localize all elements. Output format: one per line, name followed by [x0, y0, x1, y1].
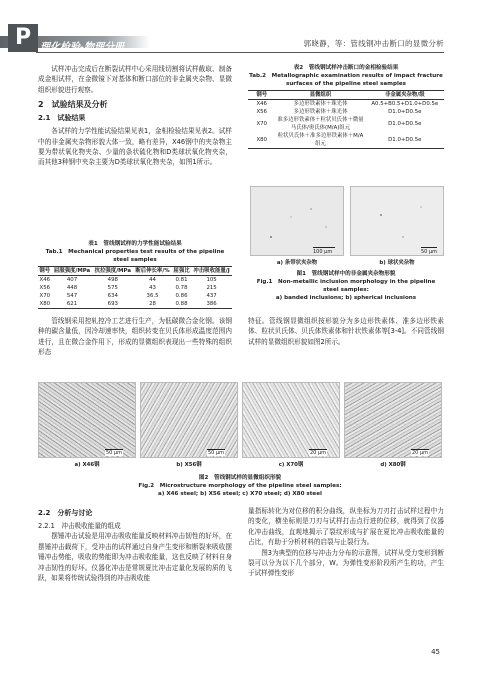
table-cell: X70 — [256, 121, 267, 127]
table-cell: X80 — [39, 301, 51, 307]
table-cell: 0.81 — [175, 277, 188, 283]
table-cell: 43 — [149, 285, 156, 291]
table-cell: 575 — [107, 285, 118, 291]
table-cell: 105 — [206, 277, 217, 283]
scale-label: 50 μm — [208, 450, 225, 456]
table-cell: 386 — [206, 301, 217, 307]
table-cell: 36.5 — [146, 293, 159, 299]
table-cell: 0.86 — [175, 293, 188, 299]
microstructure-intro-paragraph: 管线钢采用控轧控冷工艺进行生产，为低碳微合金化钢。该钢种的碳含量低，因冷却速率快，组织转变在贝氏体形成温度范围内进行，且在微合金作用下，形成的显微组织表现出一些特殊的组织形态 — [38, 317, 232, 357]
table-cell: X70 — [39, 293, 51, 299]
scale-bar — [421, 247, 437, 248]
fig1-caption-en-1: Fig.1 Non-metallic inclusion morphology in the pipeline steel samples: — [256, 279, 436, 293]
table-cell: 547 — [66, 293, 78, 299]
table-row — [38, 284, 232, 292]
fig2-caption-en-2: a) X46 steel; b) X56 steel; c) X70 steel; d) X80 steel — [158, 491, 322, 497]
section-2-2-1-title: 2.2.1 冲击吸收能量的组成 — [38, 522, 121, 530]
table-cell: 0.88 — [175, 301, 188, 307]
table-cell: 准多边形铁素体＋粒状贝氏体＋微量马氏体/奥氏体(M/A)组元 — [277, 117, 364, 131]
fig2-label-c: c) X70钢 — [278, 462, 304, 468]
table-header: 钢号 — [256, 92, 268, 98]
page-number: 45 — [431, 648, 440, 656]
intro-paragraph: 试样冲击完成后在断裂试样中心采用线切割将试样截取、制备成金相试样，在金微镜下对基体和断口部位的非金属夹杂物、显微组织形貌进行观察。 — [38, 65, 232, 94]
table-header: 屈强比 — [173, 268, 190, 274]
fig2-image-a — [38, 382, 136, 458]
table-cell: 693 — [107, 301, 118, 307]
table-cell: 448 — [66, 285, 78, 291]
table-row — [248, 108, 444, 116]
running-title: 郭晓静，等：管线钢冲击断口的显微分析 — [303, 39, 444, 48]
table-header: 断后伸长率/% — [135, 268, 170, 274]
table-cell: 多边形铁素体＋珠光体 — [293, 101, 348, 107]
table-cell: 634 — [107, 293, 118, 299]
table-row — [38, 300, 232, 309]
table-cell: 粒状贝氏体＋准多边形铁素体＋M/A组元 — [277, 133, 364, 147]
table-header: 非金属夹杂物/级 — [384, 92, 425, 98]
fig1-caption-en-2: a) banded inclusions; b) spherical inclusions — [275, 295, 417, 301]
table-2-caption-en-1: Tab.2 Metallographic examination results of impact fracture — [249, 73, 443, 79]
table-cell: D1.0+D0.5e — [388, 137, 422, 143]
table-row — [38, 292, 232, 300]
inclusion-micrograph-b — [351, 187, 444, 256]
table-row — [38, 276, 232, 285]
fig2-caption-cn: 图2 管线钢试样的显微组织形貌 — [198, 475, 282, 481]
section-2-title: 2 试验结果及分析 — [38, 100, 108, 110]
fig2-label-d: d) X80钢 — [380, 462, 406, 468]
table-cell: 621 — [66, 301, 78, 307]
table-header: 抗拉强度/MPa — [94, 268, 131, 274]
scale-label: 50 μm — [106, 450, 123, 456]
table-2-grid — [248, 90, 444, 149]
table-1-caption-en: Tab.1 Mechanical properties test results of the pipeline steel samples — [45, 249, 225, 263]
table-2-caption-en-2: surfaces of the pipeline steel samples — [286, 81, 406, 87]
table-cell: X56 — [256, 109, 267, 115]
table-header: 冲击吸收能量/J — [193, 268, 230, 274]
section-2-2-title: 2.2 分析与讨论 — [38, 509, 93, 517]
table-2 — [248, 64, 444, 149]
left-column-top — [38, 64, 232, 168]
table-cell: A0.5+B0.5+D1.0+D0.5e — [371, 101, 439, 107]
journal-name: 理化检验-物理分册 — [40, 42, 125, 53]
section-2-1-title: 2.1 试验结果 — [38, 114, 86, 123]
microstructure-types-paragraph: 特征。管线钢显微组织按形貌分为多边形铁素体、准多边形铁素体、粒状贝氏体、贝氏体铁素体和针状铁素体等[3-4]。不同管线钢试样的显微组织形貌如图2所示。 — [248, 317, 444, 346]
impact-energy-paragraph: 摆锤冲击试验是用冲击吸收能量反映材料冲击韧性的好坏，在摆锤冲击载荷下，受冲击的试样通过自身产生变形和断裂来吸收摆锤冲击势能，吸收的势能即为冲击吸收能量，这也反映了材料自身冲击韧性的好坏。仪器化冲击是常规夏比冲击定量化发展的质的飞跃，如果将传统试验得到的冲击吸收能 — [38, 532, 232, 583]
table-header: 屈服强度/MPa — [53, 268, 91, 274]
table-cell: 498 — [107, 277, 118, 283]
left-column-mid — [38, 316, 232, 358]
fig1-caption — [248, 270, 444, 302]
fig1-label-a: a) 条带状夹杂物 — [276, 260, 318, 266]
fig2-image-b — [140, 382, 238, 458]
right-column-mid — [248, 316, 444, 347]
scale-label: 100 μm — [313, 249, 333, 255]
table-cell: X56 — [39, 285, 51, 291]
table-2-caption-cn: 表2 管线钢试样冲击断口的金相检验结果 — [293, 65, 399, 71]
fig2-image-d — [344, 382, 442, 458]
table-cell: X46 — [39, 277, 51, 283]
table-1-grid — [38, 266, 232, 309]
table-row — [248, 100, 444, 109]
header-rule — [36, 52, 444, 53]
fig3-description-paragraph: 图3为典型的位移与冲击力分布的示意图，试样从受力变形到断裂可以分为以下几个部分，W。为弹性变形阶段所产生的功，产生于试样弹性变形 — [248, 548, 444, 578]
table-cell: D1.0+D0.5e — [388, 109, 422, 115]
table-header: 钢号 — [39, 268, 51, 274]
scale-label: 50 μm — [421, 249, 438, 255]
table-1 — [38, 240, 232, 309]
fig1-image-b — [350, 186, 444, 256]
inclusion-micrograph-a — [251, 187, 344, 256]
results-paragraph: 各试样的力学性能试验结果见表1，金相检验结果见表2。试样中的非金属夹杂物形貌大体一致，略有差异，X46钢中的夹杂物主要为带状氧化物夹杂、少量的条状硫化物和D类球状氧化物夹杂，而其他3种钢中夹杂主要为D类球状氧化物夹杂，如图1所示。 — [38, 127, 232, 167]
table-cell: D1.0+D0.5e — [388, 121, 422, 127]
table-cell: X46 — [256, 101, 267, 107]
fig1-image-a — [250, 186, 344, 256]
table-cell: 0.78 — [175, 285, 188, 291]
fig1-label-b: b) 球状夹杂物 — [379, 260, 415, 266]
fig2-label-b: b) X56钢 — [176, 462, 202, 468]
fig2-caption-en-1: Fig.2 Microstructure morphology of the pipeline steel samples: — [138, 483, 342, 489]
instrumented-impact-paragraph: 量指标转化为对位移的积分曲线，纵坐标为刀刃打击试样过程中力的变化，横坐标则是刀刃与试样打击点行进的位移，就得到了仪器化冲击曲线，直观地揭示了裂纹形成与扩展在夏比冲击吸收能量的占比，有助于分析材料的启裂与止裂行为。 — [248, 507, 444, 547]
left-column-bottom — [38, 506, 232, 583]
right-column-bottom — [248, 506, 444, 579]
table-cell: 407 — [66, 277, 78, 283]
table-cell: 215 — [206, 285, 217, 291]
table-cell: 44 — [149, 277, 156, 283]
table-cell: 28 — [149, 301, 156, 307]
table-header: 显微组织 — [309, 92, 332, 98]
journal-logo: P — [8, 24, 38, 52]
fig2-caption — [38, 474, 442, 498]
scale-label: 20 μm — [412, 450, 429, 456]
scale-bar — [313, 247, 335, 248]
table-cell: 多边形铁素体＋珠光体 — [293, 109, 348, 115]
fig1-caption-cn: 图1 管线钢试样中的非金属夹杂物形貌 — [296, 271, 396, 277]
table-cell: X80 — [256, 137, 267, 143]
table-1-caption-cn: 表1 管线钢试样的力学性能试验结果 — [88, 241, 182, 247]
fig2-image-c — [242, 382, 340, 458]
fig2-label-a: a) X46钢 — [74, 462, 100, 468]
table-cell: 437 — [206, 293, 217, 299]
table-row — [248, 116, 444, 132]
scale-label: 20 μm — [310, 450, 327, 456]
table-row — [248, 132, 444, 149]
